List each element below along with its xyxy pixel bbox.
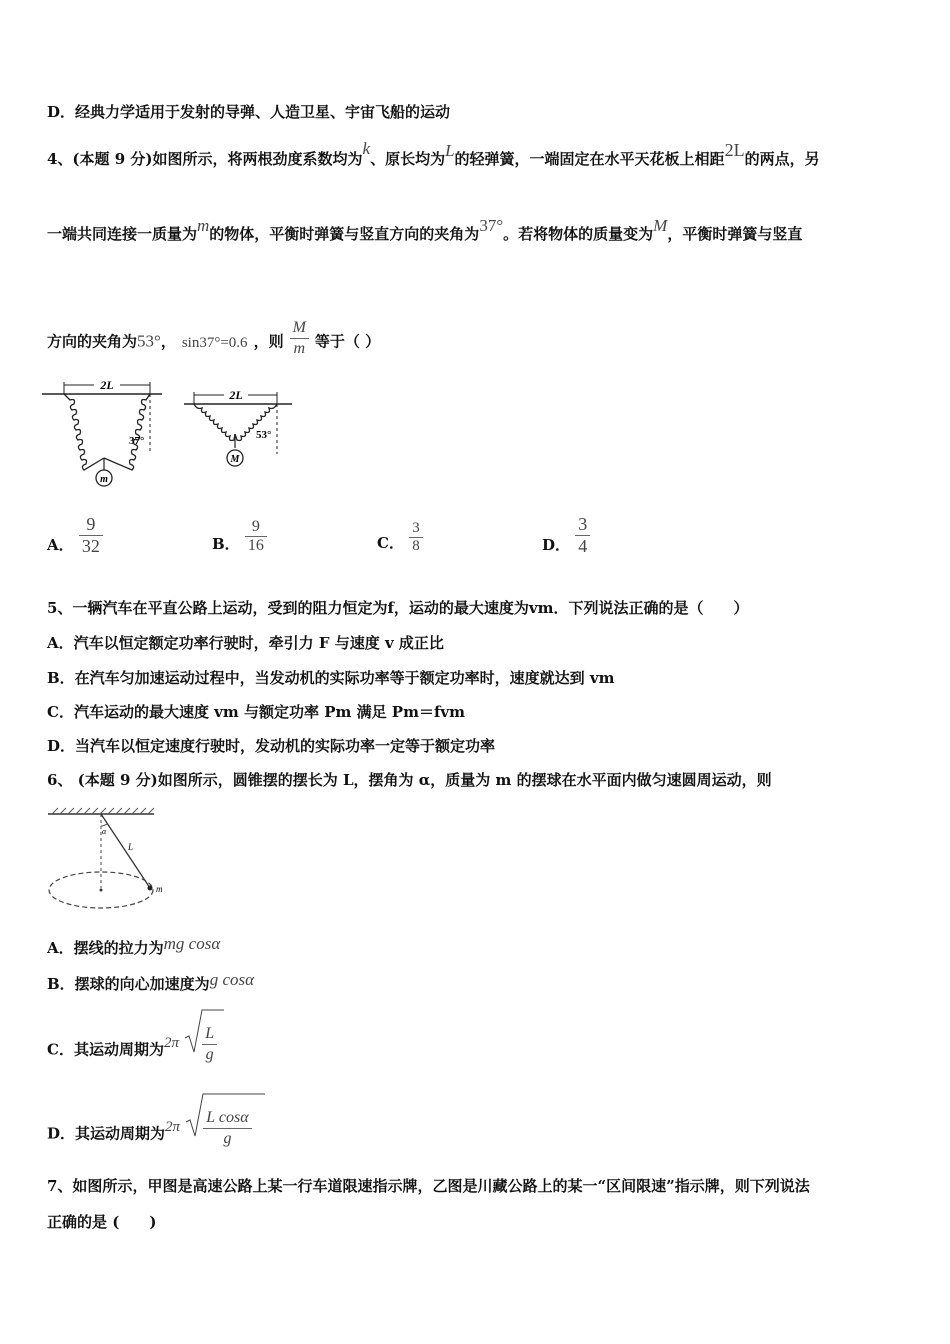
fraction-num: 3 — [578, 514, 588, 534]
fraction-num: L — [205, 1025, 215, 1042]
fraction-num: 9 — [86, 514, 96, 534]
math-2L: 2L — [724, 140, 745, 160]
option-label: A． — [47, 535, 74, 554]
length-label: L — [128, 842, 134, 852]
mass-m-label: m — [100, 474, 108, 485]
span-label: 2L — [100, 378, 114, 392]
q4-text: 的轻弹簧，一端固定在水平天花板上相距 — [454, 150, 725, 168]
fraction-den: 4 — [575, 535, 590, 557]
q4-text: ，则 — [253, 332, 284, 351]
q5-option-b[interactable]: B．在汽车匀加速运动过程中，当发动机的实际功率等于额定功率时，速度就达到 vm — [47, 669, 615, 687]
q4-text: 一端共同连接一质量为 — [47, 225, 198, 243]
sqrt-symbol — [185, 1108, 251, 1149]
fraction-den: 16 — [245, 536, 267, 555]
option-fraction — [409, 520, 423, 555]
fraction-den: g — [203, 1128, 251, 1149]
option-label: C． — [377, 533, 404, 552]
q6-option-b[interactable] — [47, 970, 255, 994]
sqrt-symbol — [184, 1024, 217, 1065]
q4-text: 等于（ ） — [314, 332, 381, 351]
q5-stem: 5、一辆汽车在平直公路上运动，受到的阻力恒定为f，运动的最大速度为vm．下列说法正确的是（ ） — [47, 599, 749, 617]
q4-line3 — [47, 319, 381, 363]
math-m: m — [197, 216, 210, 235]
q4-line1 — [47, 139, 820, 169]
spring-system-m — [42, 378, 162, 486]
option-label: B． — [212, 534, 240, 553]
option-fraction — [575, 514, 590, 557]
fraction-M-over-m — [290, 318, 309, 359]
option-label: D． — [542, 535, 571, 554]
q6-option-c[interactable] — [47, 1025, 217, 1071]
option-math: 2π — [165, 1118, 181, 1135]
fraction-num: M — [292, 319, 306, 336]
mass-M-label: M — [230, 454, 240, 465]
q7-line1: 7、如图所示，甲图是高速公路上某一行车道限速指示牌，乙图是川藏公路上的某一“区间限速”指示牌，则下列说法 — [47, 1177, 810, 1195]
math-M: M — [653, 216, 668, 235]
angle-label: α — [102, 827, 107, 836]
q4-text: 的两点，另 — [744, 150, 820, 168]
option-math: g cosα — [209, 970, 255, 989]
conical-pendulum-figure — [44, 806, 164, 916]
fraction-den: g — [202, 1044, 217, 1065]
q4-line2 — [47, 216, 803, 244]
q7-line2: 正确的是 ( ) — [47, 1213, 157, 1231]
q4-option-b[interactable] — [212, 518, 267, 555]
fraction-num: L cosα — [206, 1109, 249, 1126]
spring-system-M — [184, 388, 292, 466]
fraction-den: m — [290, 338, 309, 359]
q4-text: 方向的夹角为 — [47, 332, 138, 351]
span-label: 2L — [229, 388, 243, 402]
option-text: C．其运动周期为 — [47, 1040, 164, 1059]
option-text: D．其运动周期为 — [47, 1124, 166, 1143]
option-math: 2π — [163, 1034, 179, 1051]
fraction-num: 9 — [251, 518, 260, 535]
q4-text: 。若将物体的质量变为 — [503, 225, 654, 243]
q5-option-a[interactable]: A．汽车以恒定额定功率行驶时，牵引力 F 与速度 v 成正比 — [47, 634, 444, 652]
q6-option-a[interactable] — [47, 934, 221, 958]
q4-text: 的物体，平衡时弹簧与竖直方向的夹角为 — [209, 225, 480, 243]
math-53: 53° — [137, 331, 161, 351]
option-math: mg cosα — [163, 934, 221, 953]
fraction-num: 3 — [412, 520, 420, 536]
q4-option-a[interactable] — [47, 514, 103, 557]
math-37: 37° — [479, 216, 504, 235]
fraction-den: 8 — [409, 537, 423, 555]
option-fraction — [79, 514, 103, 557]
angle-37-label: 37° — [129, 435, 145, 447]
q4-text: ，平衡时弹簧与竖直 — [667, 225, 803, 243]
math-L: L — [445, 141, 455, 160]
angle-53-label: 53° — [256, 429, 272, 441]
option-fraction — [245, 518, 267, 555]
q4-option-c[interactable] — [377, 520, 423, 555]
q5-option-d[interactable]: D．当汽车以恒定速度行驶时，发动机的实际功率一定等于额定功率 — [47, 737, 496, 755]
fraction-den: 32 — [79, 535, 103, 557]
mass-label: m — [156, 884, 163, 894]
q4-text: 、原长均为 — [370, 150, 446, 168]
q4-text: ， — [160, 332, 176, 351]
q4-text: 4、(本题 9 分)如图所示，将两根劲度系数均为 — [47, 150, 363, 168]
math-k: k — [362, 139, 371, 158]
q4-option-d[interactable] — [542, 514, 590, 557]
q5-option-c[interactable]: C．汽车运动的最大速度 vm 与额定功率 Pm 满足 Pm＝fvm — [47, 703, 465, 721]
math-sin37: sin37°=0.6 — [181, 334, 248, 351]
option-text: A．摆线的拉力为 — [47, 939, 164, 957]
q6-stem: 6、 (本题 9 分)如图所示，圆锥摆的摆长为 L，摆角为 α，质量为 m 的摆球在水平面内做匀速圆周运动，则 — [47, 771, 772, 789]
q6-option-d[interactable] — [47, 1109, 252, 1155]
q3-option-d: D．经典力学适用于发射的导弹、人造卫星、宇宙飞船的运动 — [47, 103, 451, 121]
option-text: B．摆球的向心加速度为 — [47, 975, 210, 993]
spring-figure — [42, 372, 302, 497]
